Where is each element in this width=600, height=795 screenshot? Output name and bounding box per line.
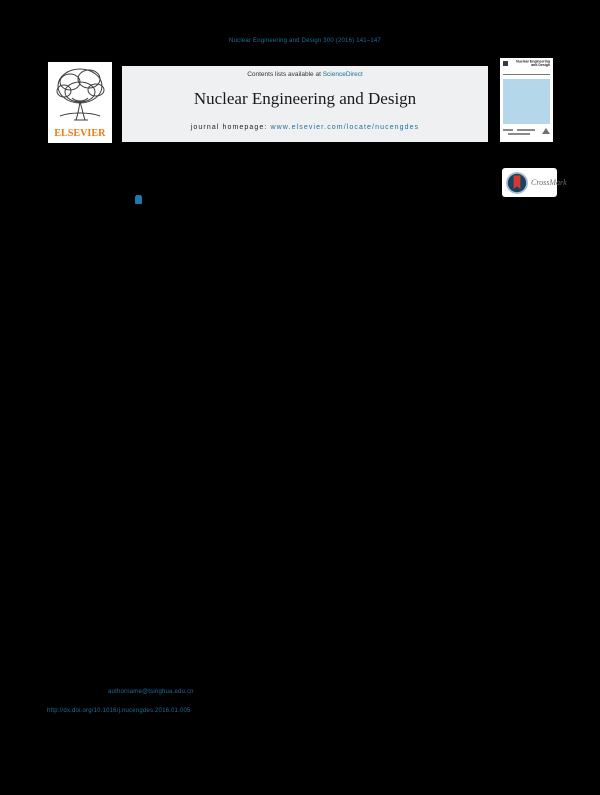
doi-link[interactable]: http://dx.doi.org/10.1016/j.nucengdes.2016.01.005 xyxy=(47,708,191,714)
cover-footer-marks xyxy=(503,128,550,136)
cover-footer-dash xyxy=(508,133,530,135)
homepage-url-link[interactable]: www.elsevier.com/locate/nucengdes xyxy=(270,124,420,131)
contents-prefix: Contents lists available at xyxy=(247,71,323,78)
envelope-icon[interactable] xyxy=(135,196,142,204)
sciencedirect-link[interactable]: ScienceDirect xyxy=(322,71,363,78)
journal-cover-thumbnail[interactable] xyxy=(500,58,553,142)
elsevier-tree-icon xyxy=(52,64,108,129)
elsevier-logo[interactable] xyxy=(48,62,112,143)
crossmark-icon xyxy=(505,171,529,195)
contents-lists-line xyxy=(122,71,488,78)
cover-footer-triangle-icon xyxy=(542,128,550,134)
cover-footer-dash xyxy=(503,129,513,131)
cover-title xyxy=(504,60,550,67)
crossmark-label: CrossMark xyxy=(531,178,567,187)
cover-rule xyxy=(503,74,550,75)
homepage-prefix: journal homepage: xyxy=(190,124,271,131)
cover-title-line2: and Design xyxy=(531,63,550,67)
citation-line: Nuclear Engineering and Design 300 (2016) 141–147 xyxy=(229,38,381,44)
email-link[interactable]: authorname@tsinghua.edu.cn xyxy=(108,689,194,695)
journal-title: Nuclear Engineering and Design xyxy=(193,89,417,108)
elsevier-wordmark: ELSEVIER xyxy=(54,127,106,139)
cover-footer-dash xyxy=(517,129,535,131)
homepage-line xyxy=(122,124,488,131)
cover-title-line1: Nuclear Engineering xyxy=(516,60,550,64)
crossmark-badge[interactable] xyxy=(502,168,567,197)
journal-header-box xyxy=(122,66,488,142)
cover-blue-panel xyxy=(503,79,550,124)
